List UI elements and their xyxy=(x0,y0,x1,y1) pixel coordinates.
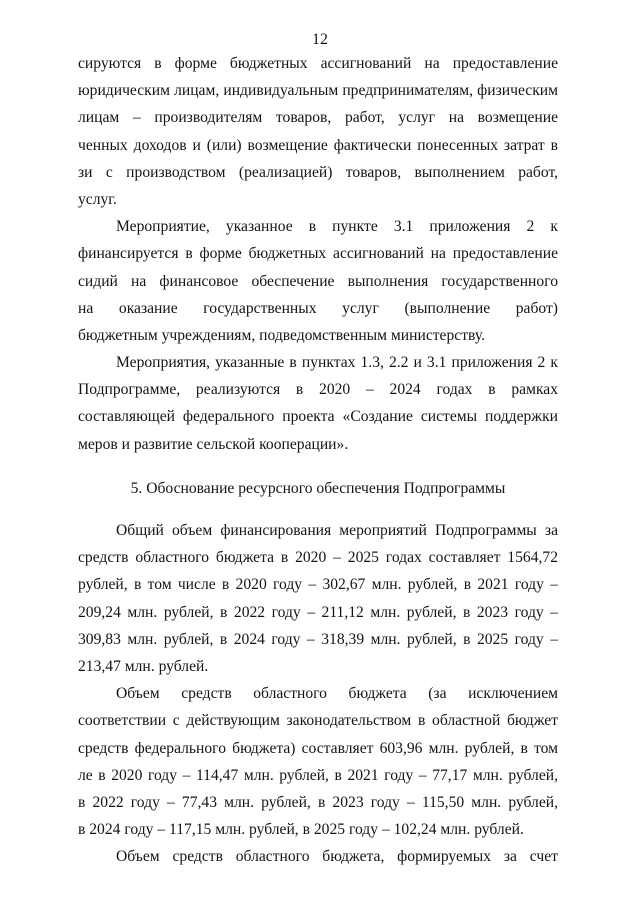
text-line: ле в 2020 году – 114,47 млн. рублей, в 2021 году – 77,17 млн. рублей, xyxy=(78,766,558,784)
text-line: зи с производством (реализацией) товаров, выполнением работ, xyxy=(78,163,558,181)
text-line: Подпрограмме, реализуются в 2020 – 2024 годах в рамках xyxy=(78,381,558,399)
section-heading: 5. Обоснование ресурсного обеспечения Подпрограммы xyxy=(130,479,506,497)
text-line: соответствии с действующим законодательством в областной бюджет xyxy=(78,712,558,730)
text-line: Мероприятия, указанные в пунктах 1.3, 2.2 и 3.1 приложения 2 к xyxy=(116,354,558,372)
spacer xyxy=(78,502,558,517)
text-line: 309,83 млн. рублей, в 2024 году – 318,39 млн. рублей, в 2025 году – xyxy=(78,630,558,648)
text-line: лицам – производителям товаров, работ, услуг на возмещение xyxy=(78,109,558,127)
text-line: сидий на финансовое обеспечение выполнения государственного xyxy=(78,272,558,290)
text-line: юридическим лицам, индивидуальным предпринимателям, физическим xyxy=(78,82,558,100)
paragraph-2 xyxy=(78,213,558,349)
text-line: Общий объем финансирования мероприятий Подпрограммы за xyxy=(116,522,558,539)
text-line: 213,47 млн. рублей. xyxy=(78,657,209,675)
text-line: средств федерального бюджета) составляет 603,96 млн. рублей, в том xyxy=(78,739,558,757)
document-body xyxy=(78,50,558,870)
section-paragraph-3 xyxy=(78,843,558,870)
text-line: Мероприятие, указанное в пункте 3.1 приложения 2 к xyxy=(116,218,558,236)
text-line: услуг. xyxy=(78,190,117,208)
paragraph-1 xyxy=(78,50,558,213)
text-line: Объем средств областного бюджета (за исключением xyxy=(116,685,558,703)
text-line: бюджетным учреждениям, подведомственным министерству. xyxy=(78,326,485,344)
text-line: на оказание государственных услуг (выполнение работ) xyxy=(78,299,558,317)
text-line: меров и развитие сельской кооперации». xyxy=(78,435,349,453)
text-line: рублей, в том числе в 2020 году – 302,67 млн. рублей, в 2021 году – xyxy=(78,576,558,594)
spacer xyxy=(78,458,558,475)
text-line: 209,24 млн. рублей, в 2022 году – 211,12 млн. рублей, в 2023 году – xyxy=(78,603,558,621)
paragraph-3 xyxy=(78,349,558,458)
section-paragraph-1 xyxy=(78,517,558,680)
text-line: средств областного бюджета в 2020 – 2025 годах составляет 1564,72 xyxy=(78,549,558,567)
section-paragraph-2 xyxy=(78,680,558,843)
text-line: сируются в форме бюджетных ассигнований на предоставление xyxy=(78,55,558,72)
text-line: составляющей федерального проекта «Создание системы поддержки xyxy=(78,408,558,426)
text-line: ченных доходов и (или) возмещение фактически понесенных затрат в xyxy=(78,136,558,154)
text-line: Объем средств областного бюджета, формируемых за счет xyxy=(116,848,558,866)
page-number: 12 xyxy=(312,31,328,48)
text-line: в 2024 году – 117,15 млн. рублей, в 2025 году – 102,24 млн. рублей. xyxy=(78,821,524,839)
text-line: финансируется в форме бюджетных ассигнований на предоставление xyxy=(78,245,558,263)
text-line: в 2022 году – 77,43 млн. рублей, в 2023 году – 115,50 млн. рублей, xyxy=(78,793,558,811)
